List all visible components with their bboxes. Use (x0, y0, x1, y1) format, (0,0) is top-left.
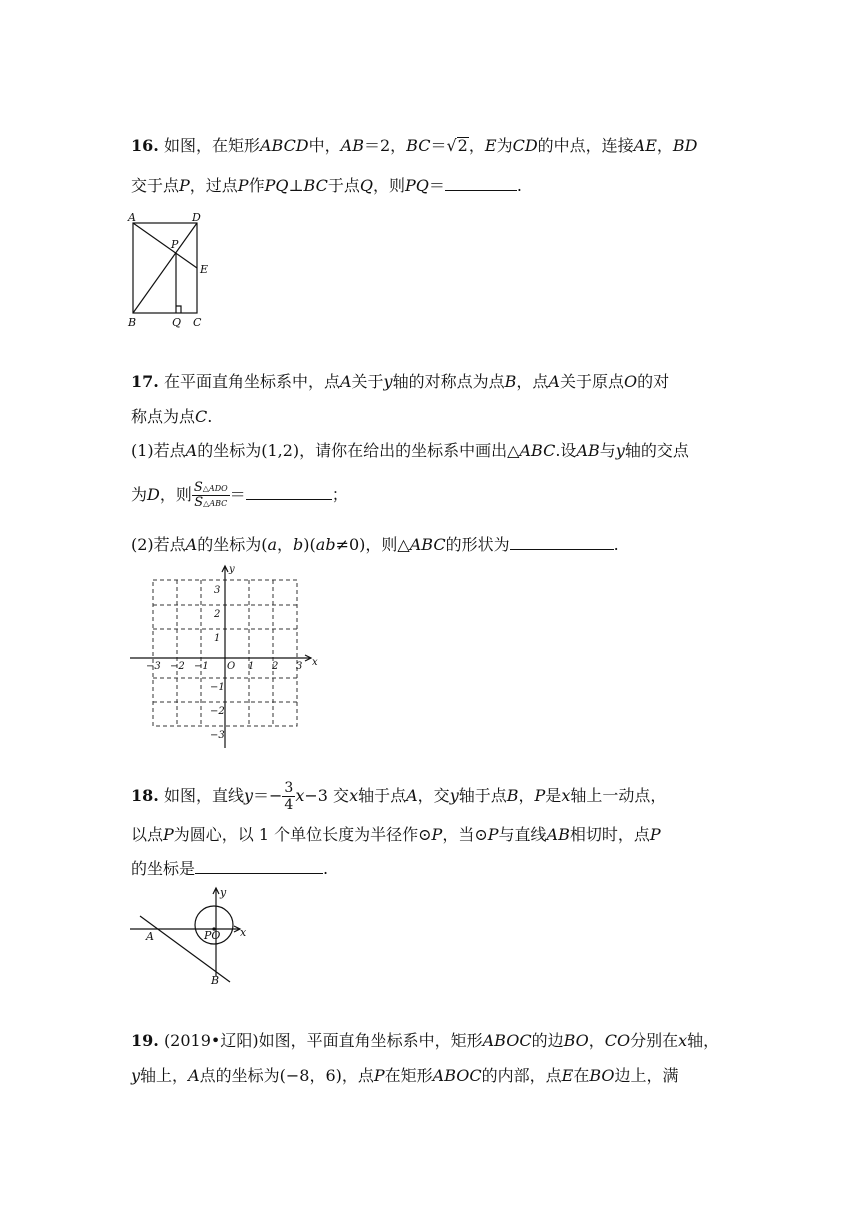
q18-line-2: 以点P为圆心，以 1 个单位长度为半径作⊙P，当⊙P与直线AB相切时，点P (131, 825, 661, 844)
answer-blank[interactable] (510, 535, 614, 550)
x-tick-label: 1 (248, 661, 255, 672)
x-axis-label: x (312, 657, 318, 668)
x-tick-label: −3 (146, 661, 161, 672)
question-number: 16. (131, 136, 159, 155)
question-number: 18. (131, 786, 159, 805)
coordinate-grid-figure (128, 562, 328, 752)
label-a: A (146, 930, 154, 943)
tangent-circle-figure (128, 884, 258, 988)
q17-line-2: 称点为点C. (131, 407, 213, 426)
x-tick-label: −2 (170, 661, 185, 672)
label-b: B (128, 316, 137, 329)
label-po: PO (204, 929, 221, 942)
sqrt-symbol: √ (446, 136, 457, 155)
label-d: D (192, 211, 201, 224)
label-p: P (171, 238, 179, 251)
q19-line-1: 19. (2019•辽阳)如图，平面直角坐标系中，矩形ABOC的边BO，CO分别在x轴， (131, 1031, 720, 1050)
q16-line-1: 16. 如图，在矩形ABCD中，AB＝2，BC＝√2，E为CD的中点，连接AE，BD (131, 136, 698, 155)
label-a: A (128, 211, 136, 224)
area-ratio-fraction: $\frac{\text{S△ADO}}{\text{S△ABC}}$ (193, 480, 228, 510)
x-tick-label: 3 (296, 661, 303, 672)
y-axis-label: y (229, 564, 235, 575)
label-c: C (193, 316, 202, 329)
q17-line-5: (2)若点A的坐标为(a，b)(ab≠0)，则△ABC的形状为 . (131, 535, 619, 554)
q17-line-3: (1)若点A的坐标为(1,2)，请你在给出的坐标系中画出△ABC.设AB与y轴的交点 (131, 441, 689, 460)
y-tick-label: 1 (214, 633, 221, 644)
y-tick-label: −3 (210, 730, 225, 741)
origin-label: O (227, 661, 236, 672)
segment-bd (133, 223, 197, 313)
q17-line-4: 为D，则 $\frac{\text{S△ADO}}{\text{S△ABC}}$ ＝ ； (131, 480, 348, 510)
y-axis-label: y (220, 886, 227, 899)
q17-line-1: 17. 在平面直角坐标系中，点A关于y轴的对称点为点B，点A关于原点O的对 (131, 372, 670, 391)
sqrt-radicand: 2 (457, 136, 468, 155)
answer-blank[interactable] (445, 176, 517, 191)
x-tick-label: −1 (194, 661, 209, 672)
segment-ae (133, 223, 197, 268)
y-tick-label: 2 (214, 609, 221, 620)
label-e: E (200, 263, 209, 276)
q18-line-3: 的坐标是 . (131, 859, 329, 878)
slope-fraction: $\frac{3}{4}$ (284, 780, 294, 813)
y-tick-label: −1 (210, 682, 225, 693)
y-tick-label: 3 (214, 585, 221, 596)
question-number: 19. (131, 1031, 159, 1050)
label-b: B (211, 974, 220, 987)
y-tick-label: −2 (210, 706, 225, 717)
x-axis-label: x (240, 926, 247, 939)
label-q: Q (172, 316, 182, 329)
q16-line-2: 交于点P，过点P作PQ⊥BC于点Q，则PQ＝ . (131, 176, 522, 195)
answer-blank[interactable] (246, 485, 332, 500)
answer-blank[interactable] (195, 859, 323, 874)
question-number: 17. (131, 372, 159, 391)
q18-line-1: 18. 如图，直线y＝− $\frac{3}{4}$ x−3 交x轴于点A，交y轴于点B，P是x轴上一动点， (131, 780, 667, 813)
rectangle-figure (120, 208, 220, 332)
x-tick-label: 2 (272, 661, 279, 672)
right-angle-mark (176, 306, 181, 313)
q19-line-2: y轴上，A点的坐标为(−8，6)，点P在矩形ABOC的内部，点E在BO边上，满 (131, 1066, 679, 1085)
